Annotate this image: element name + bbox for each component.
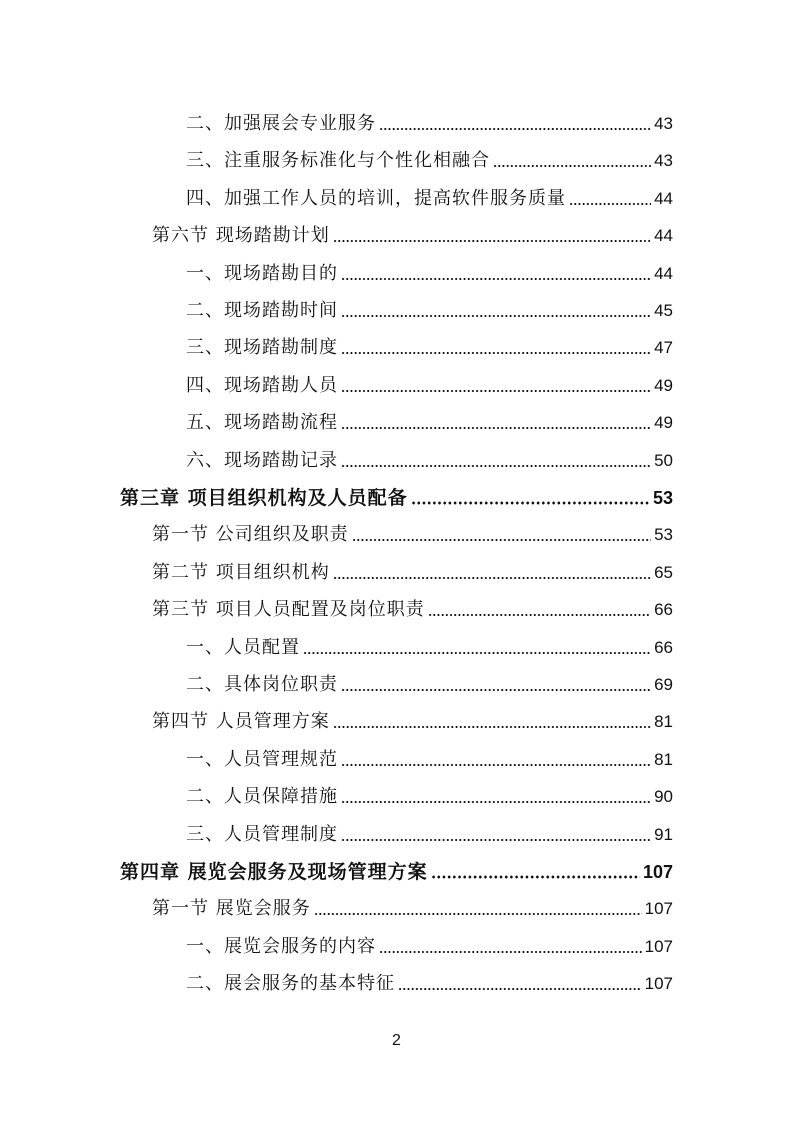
toc-subsection-entry[interactable]: [186, 362, 673, 399]
toc-entry-title: 三、人员管理制度: [186, 823, 338, 845]
toc-dot-leader: [493, 164, 651, 168]
toc-dot-leader: [379, 950, 642, 954]
toc-dot-leader: [303, 651, 651, 655]
toc-subsection-entry[interactable]: [186, 399, 673, 436]
toc-dot-leader: [333, 576, 651, 580]
toc-section-entry[interactable]: [152, 511, 673, 548]
toc-entry-title: 第三节 项目人员配置及岗位职责: [152, 599, 425, 621]
toc-entry-title: 二、加强展会专业服务: [186, 113, 376, 134]
toc-entry-page: 81: [654, 712, 673, 732]
toc-dot-leader: [333, 239, 651, 243]
toc-entry-page: 107: [644, 936, 673, 956]
toc-section-entry[interactable]: [152, 698, 673, 735]
toc-entry-page: 50: [654, 450, 673, 470]
toc-section-entry[interactable]: [152, 212, 673, 249]
toc-entry-page: 91: [654, 824, 673, 844]
toc-subsection-entry[interactable]: [186, 736, 673, 773]
toc-entry-page: 107: [644, 974, 673, 994]
toc-subsection-entry[interactable]: [186, 137, 673, 174]
toc-entry-page: 49: [654, 413, 673, 433]
toc-dot-leader: [333, 725, 651, 729]
toc-section-entry[interactable]: [152, 885, 673, 922]
toc-entry-title: 二、展会服务的基本特征: [186, 973, 395, 995]
toc-subsection-entry[interactable]: [186, 175, 673, 212]
toc-entry-page: 53: [654, 525, 673, 545]
toc-entry-title: 第四章 展览会服务及现场管理方案: [120, 861, 428, 883]
toc-dot-leader: [341, 277, 651, 281]
toc-entry-title: 二、人员保障措施: [186, 786, 338, 808]
toc-dot-leader: [341, 389, 651, 393]
toc-subsection-entry[interactable]: [186, 437, 673, 474]
toc-entry-page: 107: [642, 862, 673, 882]
toc-entry-title: 一、展览会服务的内容: [186, 935, 376, 957]
toc-entry-title: 第六节 现场踏勘计划: [152, 225, 330, 247]
toc-section-entry[interactable]: [152, 586, 673, 623]
toc-entry-title: 四、加强工作人员的培训，提高软件服务质量: [186, 187, 566, 209]
toc-dot-leader: [341, 800, 651, 804]
toc-entry-page: 66: [654, 600, 673, 620]
toc-entry-page: 47: [654, 338, 673, 358]
toc-dot-leader: [341, 688, 651, 692]
toc-entry-page: 69: [654, 675, 673, 694]
toc-entry-page: 44: [654, 226, 673, 246]
toc-subsection-entry[interactable]: [186, 287, 673, 324]
toc-subsection-entry[interactable]: [186, 773, 673, 810]
toc-entry-title: 一、人员管理规范: [186, 748, 338, 770]
toc-dot-leader: [341, 426, 651, 430]
toc-entry-title: 第四节 人员管理方案: [152, 711, 330, 733]
toc-entry-title: 二、现场踏勘时间: [186, 300, 338, 321]
toc-chapter-entry[interactable]: [120, 848, 673, 885]
toc-dot-leader: [398, 987, 642, 991]
toc-entry-title: 四、现场踏勘人员: [186, 374, 338, 396]
toc-entry-page: 45: [654, 301, 673, 320]
toc-dot-leader: [379, 127, 651, 131]
toc-dot-leader: [314, 912, 642, 916]
toc-entry-page: 43: [654, 114, 673, 133]
toc-entry-title: 一、人员配置: [186, 636, 300, 658]
toc-dot-leader: [341, 763, 651, 767]
page-number: 2: [392, 1032, 401, 1049]
toc-section-entry[interactable]: [152, 549, 673, 586]
toc-dot-leader: [341, 351, 651, 355]
toc-entry-page: 44: [654, 188, 673, 208]
toc-dot-leader: [431, 875, 640, 879]
toc-dot-leader: [428, 613, 651, 617]
toc-entry-page: 53: [652, 488, 673, 508]
toc-entry-title: 第一节 公司组织及职责: [152, 524, 349, 546]
toc-entry-title: 六、现场踏勘记录: [186, 449, 338, 471]
toc-entry-page: 49: [654, 375, 673, 395]
toc-entry-title: 一、现场踏勘目的: [186, 262, 338, 284]
toc-subsection-entry[interactable]: [186, 324, 673, 361]
toc-dot-leader: [341, 464, 651, 468]
toc-entry-page: 90: [654, 787, 673, 807]
toc-entry-page: 65: [654, 562, 673, 582]
toc-subsection-entry[interactable]: [186, 960, 673, 997]
toc-dot-leader: [341, 314, 651, 318]
toc-entry-page: 43: [654, 151, 673, 171]
toc-entry-page: 81: [654, 749, 673, 769]
toc-dot-leader: [352, 538, 651, 542]
toc-entry-title: 第二节 项目组织机构: [152, 561, 330, 583]
toc-entry-page: 44: [654, 263, 673, 283]
toc-subsection-entry[interactable]: [186, 811, 673, 848]
toc-entry-title: 五、现场踏勘流程: [186, 412, 338, 434]
toc-entry-title: 三、现场踏勘制度: [186, 337, 338, 359]
toc-entry-page: 107: [644, 899, 673, 919]
toc-entry-title: 第三章 项目组织机构及人员配备: [120, 487, 408, 509]
toc-dot-leader: [411, 501, 650, 505]
toc-subsection-entry[interactable]: [186, 923, 673, 960]
toc-entry-page: 66: [654, 637, 673, 657]
toc-dot-leader: [341, 838, 651, 842]
toc-subsection-entry[interactable]: [186, 250, 673, 287]
toc-chapter-entry[interactable]: [120, 474, 673, 511]
toc-entry-title: 二、具体岗位职责: [186, 674, 338, 695]
toc-dot-leader: [569, 202, 651, 206]
toc-entry-title: 第一节 展览会服务: [152, 898, 311, 920]
toc-subsection-entry[interactable]: [186, 100, 673, 137]
toc-subsection-entry[interactable]: [186, 661, 673, 698]
toc-subsection-entry[interactable]: [186, 624, 673, 661]
toc-entry-title: 三、注重服务标准化与个性化相融合: [186, 150, 490, 172]
